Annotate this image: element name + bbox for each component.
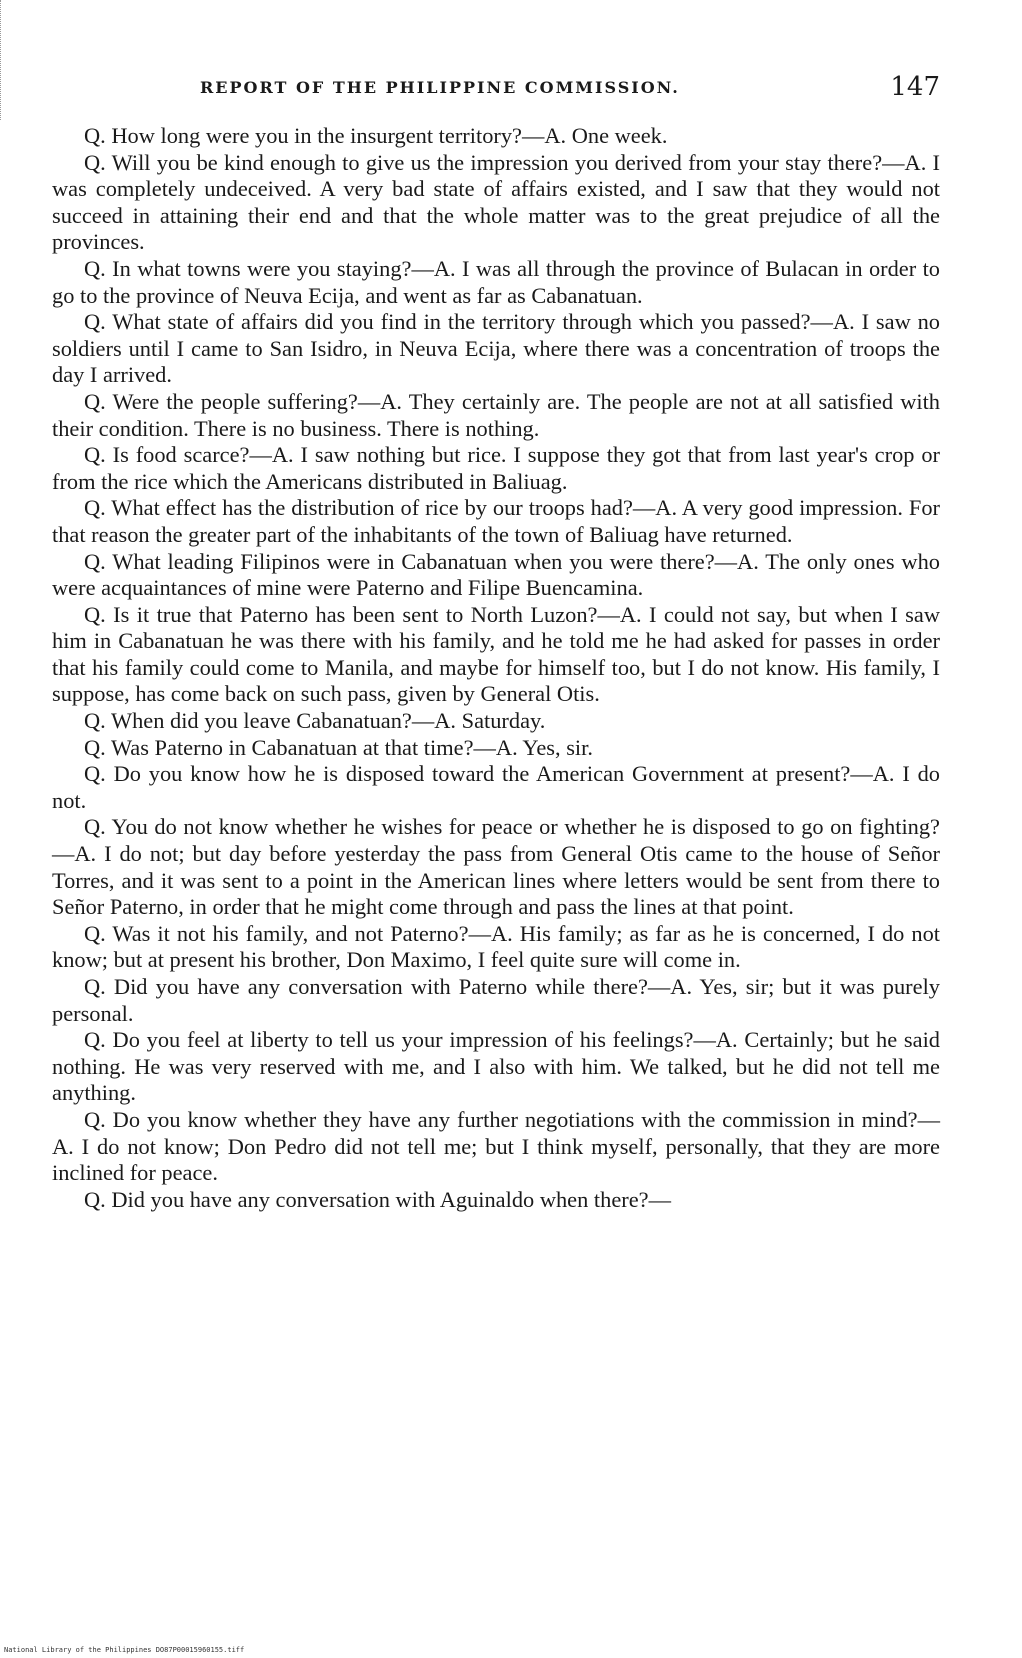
paragraph: Q. Is food scarce?—A. I saw nothing but rice. I suppose they got that from last year's crop or from the rice which the Americans distributed in Baliuag. (52, 442, 940, 494)
paragraph: Q. Will you be kind enough to give us the impression you derived from your stay there?—A. I was completely undeceived. A very bad state of affairs existed, and I saw that they would not succeed in attaining their end and that the whole matter was to the great prejudice of all the provinces. (52, 149, 940, 255)
page-number: 147 (890, 72, 940, 102)
running-head: REPORT OF THE PHILIPPINE COMMISSION. (200, 78, 680, 97)
paragraph: Q. How long were you in the insurgent territory?—A. One week. (84, 123, 668, 148)
paragraph: Q. Do you feel at liberty to tell us your impression of his feelings?—A. Certainly; but he said nothing. He was very reserved with me, and I also with him. We talked, but he did not tell me anything. (52, 1027, 940, 1106)
paragraph: Q. Do you know how he is disposed toward the American Government at present?—A. I do not. (52, 761, 940, 813)
paragraph: Q. What effect has the distribution of rice by our troops had?—A. A very good impression. For that reason the greater part of the inhabitants of the town of Baliuag have returned. (52, 495, 940, 547)
paragraph: Q. Was it not his family, and not Paterno?—A. His family; as far as he is concerned, I do not know; but at present his brother, Don Maximo, I feel quite sure will come in. (52, 920, 940, 973)
scan-margin-mark (0, 0, 9, 120)
paragraph: Q. Were the people suffering?—A. They certainly are. The people are not at all satisfied with their condition. There is no business. There is nothing. (52, 388, 940, 441)
paragraph: Q. You do not know whether he wishes for peace or whether he is disposed to go on fighting?—A. I do not; but day before yesterday the pass from General Otis came to the house of Señor Torres, and it was sent to a point in the American lines where letters would be sent from there to Señor Paterno, in order that he might come through and pass the lines at that point. (52, 814, 940, 920)
paragraph: Q. Is it true that Paterno has been sent to North Luzon?—A. I could not say, but when I saw him in Cabanatuan he was there with his family, and he told me he had asked for passes in order that his family could come to Manila, and maybe for himself too, but I do not know. His family, I suppose, has come back on such pass, given by General Otis. (52, 601, 940, 707)
paragraph: Q. What leading Filipinos were in Cabanatuan when you were there?—A. The only ones who were acquaintances of mine were Paterno and Filipe Buencamina. (52, 548, 940, 601)
paragraph: Q. Was Paterno in Cabanatuan at that time?—A. Yes, sir. (84, 734, 593, 760)
paragraph: Q. Did you have any conversation with Aguinaldo when there?— (84, 1186, 671, 1212)
paragraph: Q. When did you leave Cabanatuan?—A. Saturday. (84, 708, 546, 734)
scan-footer: National Library of the Philippines DO87P00015960155.tiff (4, 1646, 245, 1654)
paragraph: Q. Did you have any conversation with Paterno while there?—A. Yes, sir; but it was purely personal. (52, 974, 940, 1026)
paragraph: Q. What state of affairs did you find in the territory through which you passed?—A. I saw no soldiers until I came to San Isidro, in Neuva Ecija, where there was a concentration of troops the day I arrived. (52, 309, 940, 388)
page-header (200, 72, 940, 112)
paragraph: Q. In what towns were you staying?—A. I was all through the province of Bulacan in order to go to the province of Neuva Ecija, and went as far as Cabanatuan. (52, 255, 940, 308)
paragraph: Q. Do you know whether they have any further negotiations with the commission in mind?—A. I do not know; Don Pedro did not tell me; but I think myself, personally, that they are more inclined for peace. (52, 1106, 940, 1186)
document-body (52, 123, 940, 1213)
